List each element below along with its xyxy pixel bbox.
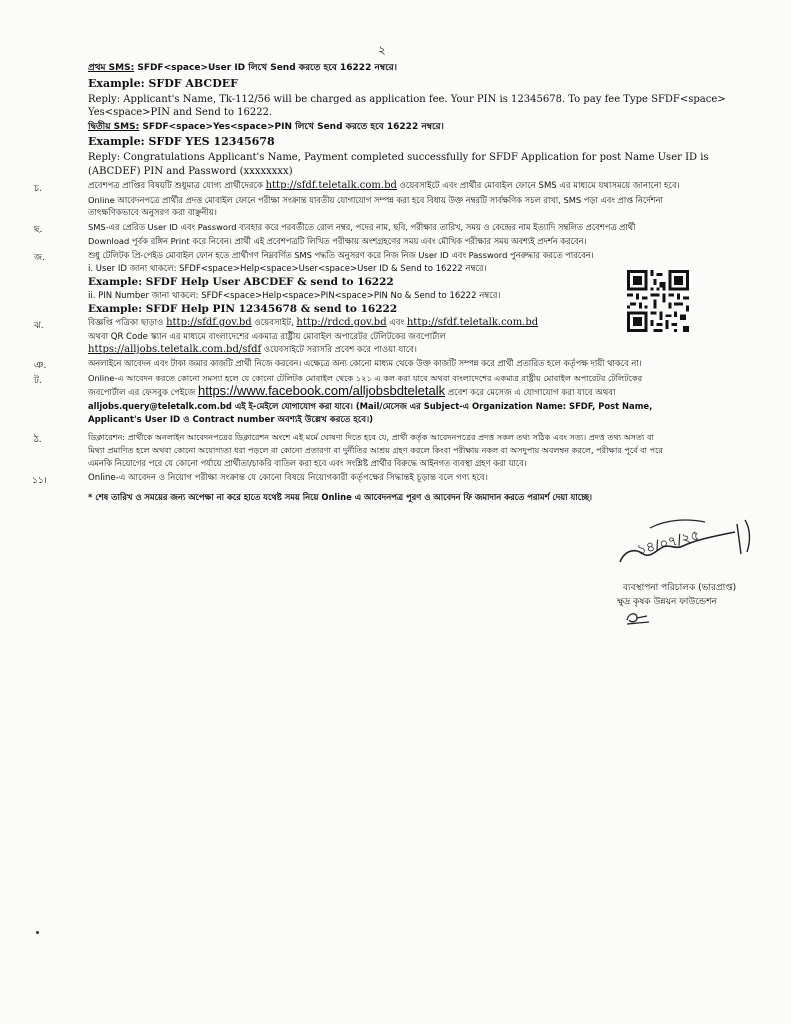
sfdf-teletalk-link-2[interactable]: http://sfdf.teletalk.com.bd [406, 317, 539, 328]
qr-code[interactable] [627, 270, 689, 332]
item-ja-line-3: ii. PIN Number জানা থাকলে: SFDF<space>Help<space>PIN<space>PIN No & Send to 16222 নম্বরে। [88, 291, 501, 301]
item-jha-text-b: ওয়েবসাইট, [251, 318, 297, 328]
item-ta-line-1: Online-এ আবেদন করতে কোনো সমস্যা হলে যে কোনো টেলিটক মোবাইল থেকে ১২১ এ কল করা যাবে অথবা বাংলাদেশের একমাত্র রাষ্ট্রীয় মোবাইল অপারেটর টেলিটকের [88, 373, 643, 383]
item-ja-marker: জ. [34, 253, 45, 263]
sms-second-label: দ্বিতীয় SMS: [88, 122, 140, 132]
item-tha-line-2: মিথ্যা প্রমাণিত হলে অথবা কোনো অযোগ্যতা ধরা পড়লে বা কোনো প্রতারণা বা দুর্নীতির আশ্রয় গ্রহণ করলে কিংবা পরীক্ষায় নকল বা অসদুপায় অবলম্বন করলে, পরীক্ষার পূর্বে বা পরে [88, 445, 663, 455]
item-tha-line-3: এমনকি নিয়োগের পরে যে কোনো পর্যায়ে প্রার্থীতা/চাকরি বাতিল করা হবে এবং সংশ্লিষ্ট প্রার্থীর বিরুদ্ধে আইনগত ব্যবস্থা গ্রহণ করা যাবে। [88, 458, 527, 468]
item-cha-line-1 [88, 180, 680, 192]
handwritten-signature [595, 510, 765, 580]
sms-second-reply-1: Reply: Congratulations Applicant's Name, Payment completed successfully for SFDF Application for post Name User ID is [88, 152, 709, 163]
item-tha-line-1: ডিক্লারেশন: প্রার্থীকে অনলাইন আবেদনপত্রের ডিক্লারেশন অংশে এই মর্মে ঘোষণা দিতে হবে যে, প্রার্থী কর্তৃক আবেদনপত্রের প্রদত্ত সকল তথ্য সঠিক এবং সত্য। প্রদত্ত তথ্য অসত্য বা [88, 432, 654, 442]
item-ta-text-b: প্রবেশ করে মেসেজ এ যোগাযোগ করা যাবে অথবা [445, 388, 616, 398]
sms-first-command: SFDF<space>User ID লিখে Send করতে হবে 16222 নম্বরে। [134, 63, 397, 73]
item-jha-line-3 [88, 344, 417, 356]
signature-date: ১৪/০৭/২৫ [635, 527, 702, 559]
item-ja-example-1: Example: SFDF Help User ABCDEF & send to 16222 [88, 276, 394, 288]
item-ta-line-4: Applicant's User ID ও Contract number অবশ্যই উল্লেখ করতে হবে।) [88, 415, 374, 425]
facebook-page-link[interactable]: https://www.facebook.com/alljobsbdteletalk [197, 383, 446, 398]
item-ta-line-3 [88, 400, 652, 412]
scan-speck [36, 931, 39, 934]
sms-second-reply-2: (ABCDEF) PIN and Password (xxxxxxxx) [88, 166, 293, 177]
item-cha-text-b: ওয়েবসাইটে এবং প্রার্থীর মোবাইল ফোনে SMS এর মাধ্যমে যথাসময়ে জানানো হবে। [396, 181, 680, 191]
alljobs-sfdf-link[interactable]: https://alljobs.teletalk.com.bd/sfdf [88, 344, 262, 355]
item-ta-line-2 [88, 385, 615, 399]
sms-first-reply-1: Reply: Applicant's Name, Tk-112/56 will be charged as application fee. Your PIN is 12345678. To pay fee Type SFDF<space> [88, 94, 726, 105]
item-cha-line-3: তাৎক্ষণিকভাবে অনুসরণ করা বাঞ্ছনীয়। [88, 208, 217, 218]
item-jha-text-c: এবং [386, 318, 407, 328]
sms-second-example: Example: SFDF YES 12345678 [88, 135, 275, 148]
sms-second-command: SFDF<space>Yes<space>PIN লিখে Send করতে হবে 16222 নম্বরে। [139, 122, 444, 132]
signatory-organization: ক্ষুদ্র কৃষক উন্নয়ন ফাউন্ডেশন [617, 597, 717, 607]
item-jha-marker: ঝ. [34, 321, 44, 331]
item-tha-marker: ঠ. [34, 435, 42, 445]
item-nya-marker: ঞ. [34, 361, 47, 371]
sms-first-line [88, 62, 397, 74]
initials-mark [623, 608, 653, 626]
item-cha-line-2: Online আবেদনপত্রে প্রার্থীর প্রদত্ত মোবাইল ফোনে পরীক্ষা সংক্রান্ত যাবতীয় যোগাযোগ সম্পন্ন করা হবে বিধায় উক্ত নম্বরটি সার্বক্ষণিক সচল রাখা, SMS পড়া এবং প্রাপ্ত নির্দেশনা [88, 195, 663, 205]
item-ja-line-2: i. User ID জানা থাকলে: SFDF<space>Help<space>User<space>User ID & Send to 16222 নম্বরে। [88, 264, 487, 274]
item-ta-text-c: এই ই-মেইলে যোগাযোগ করা যাবে। (Mail/মেসেজ এর Subject-এ Organization Name: SFDF, Post Name, [231, 401, 653, 411]
sms-first-label: প্রথম SMS: [88, 63, 135, 73]
item-ta-text-a: জবপোর্টাল এর ফেসবুক পেইজে [88, 388, 198, 398]
item-jha-line-2: অথবা QR Code স্ক্যান এর মাধ্যমে বাংলাদেশের একমাত্র রাষ্ট্রীয় মোবাইল অপারেটর টেলিটকের জবপোর্টাল [88, 332, 446, 342]
item-ja-line-1: শুধু টেলিটক প্রি-পেইড মোবাইল ফোন হতে প্রার্থীগণ নিম্নবর্ণিত SMS পদ্ধতি অনুসরণ করে নিজ নিজ User ID এবং Password পুনরুদ্ধার করতে পারবেন। [88, 250, 594, 260]
item-jha-text-a: বিজ্ঞপ্তি পত্রিকা ছাড়াও [88, 318, 167, 328]
item-11-marker: ১১। [32, 476, 47, 486]
item-cha-marker: চ. [34, 184, 42, 194]
item-chha-line-1: SMS-এর প্রেরিত User ID এবং Password ব্যবহার করে পরবর্তীতে রোল নম্বর, পদের নাম, ছবি, পরীক্ষার তারিখ, সময় ও কেন্দ্রের নাম ইত্যাদি সম্বলিত প্রবেশপত্র প্রার্থী [88, 222, 636, 232]
signatory-title: ব্যবস্থাপনা পরিচালক (ভারপ্রাপ্ত) [623, 583, 737, 593]
page-number: ২ [378, 43, 386, 57]
item-11-line-1: Online-এ আবেদন ও নিয়োগ পরীক্ষা সংক্রান্ত যে কোনো বিষয়ে নিয়োগকারী কর্তৃপক্ষের সিদ্ধান্তই চূড়ান্ত বলে গণ্য হবে। [88, 473, 488, 483]
item-jha-text-d: ওয়েবসাইটে সরাসরি প্রবেশ করে পাওয়া যাবে। [261, 345, 417, 355]
alljobs-query-email[interactable]: alljobs.query@teletalk.com.bd [88, 401, 232, 411]
deadline-note: * শেষ তারিখ ও সময়ের জন্য অপেক্ষা না করে হাতে যথেষ্ট সময় নিয়ে Online এ আবেদনপত্র পূরণ ও আবেদন ফি জমাদান করতে পরামর্শ দেয়া যাচ্ছে। [88, 492, 593, 502]
item-nya-line-1: অনলাইনে আবেদন এবং টাকা জমার কাজটি প্রার্থী নিজে করবেন। এক্ষেত্রে অন্য কোনো মাধ্যম থেকে উক্ত কাজটি সম্পন্ন করে প্রার্থী প্রতারিত হলে কর্তৃপক্ষ দায়ী থাকবে না। [88, 358, 642, 368]
item-chha-marker: ছ. [34, 225, 43, 235]
sms-first-example: Example: SFDF ABCDEF [88, 77, 238, 90]
sms-first-reply-2: Yes<space>PIN and Send to 16222. [88, 107, 273, 118]
item-cha-text-a: প্রবেশপত্র প্রাপ্তির বিষয়টি শুধুমাত্র যোগ্য প্রার্থীদেরকে [88, 181, 266, 191]
item-jha-line-1 [88, 317, 538, 329]
sfdf-teletalk-link[interactable]: http://sfdf.teletalk.com.bd [265, 180, 397, 191]
rdcd-gov-link[interactable]: http://rdcd.gov.bd [296, 317, 387, 328]
item-ja-example-2: Example: SFDF Help PIN 12345678 & send to 16222 [88, 303, 398, 315]
signature-block [595, 510, 765, 630]
sfdf-gov-link[interactable]: http://sfdf.gov.bd [166, 317, 252, 328]
item-ta-marker: ট. [34, 376, 42, 386]
item-chha-line-2: Download পূর্বক রঙ্গিন Print করে নিবেন। প্রার্থী এই প্রবেশপত্রটি লিখিত পরীক্ষায় অংশগ্রহণের সময় এবং মৌখিক পরীক্ষার সময় অবশ্যই প্রদর্শন করবেন। [88, 236, 587, 246]
sms-second-line [88, 121, 444, 133]
